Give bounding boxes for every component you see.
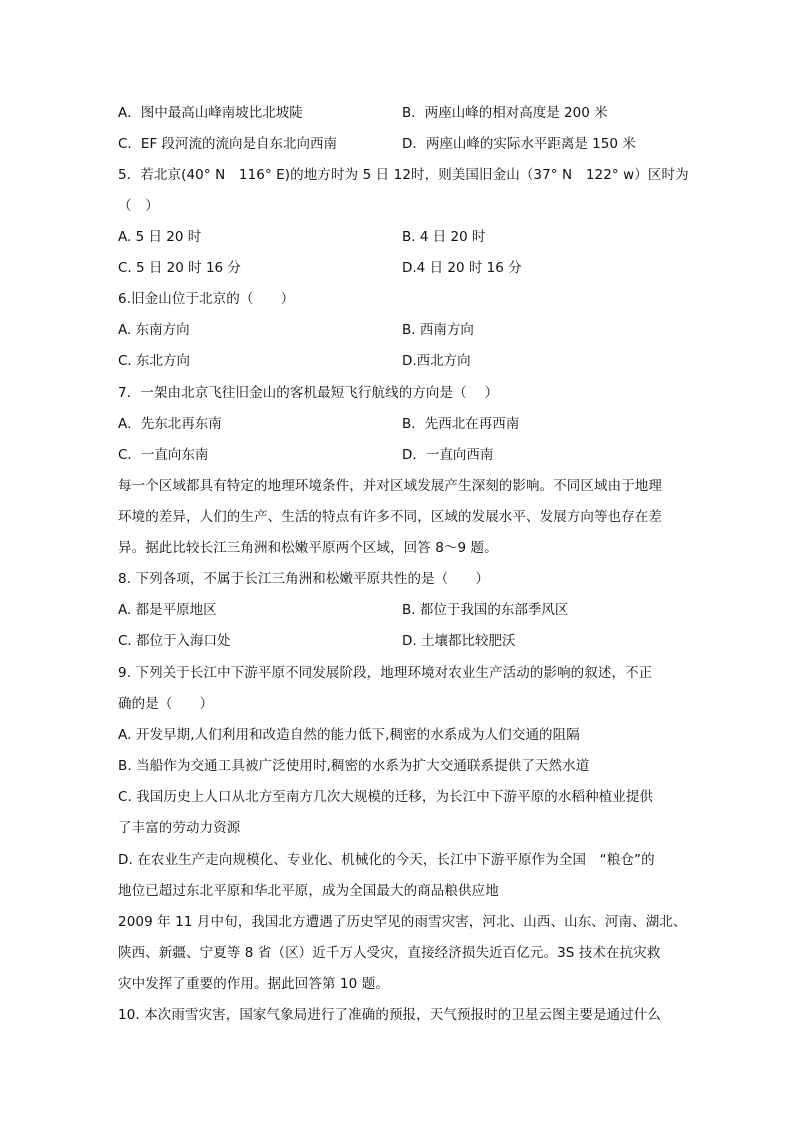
q5-stem-cont: （ ） — [118, 198, 159, 214]
q9-option-b: B. 当船作为交通工具被广泛使用时,稠密的水系为扩大交通联系提供了天然水道 — [118, 758, 590, 774]
q6-option-d: D.西北方向 — [402, 353, 471, 369]
passage1-line2: 环境的差异，人们的生产、生活的特点有许多不同，区域的发展水平、发展方向等也存在差 — [118, 509, 662, 525]
q5-option-a: A. 5 日 20 时 — [118, 229, 202, 245]
q8-option-d: D. 土壤都比较肥沃 — [402, 633, 516, 649]
q10-stem: 10. 本次雨雪灾害，国家气象局进行了准确的预报，天气预报时的卫星云图主要是通过什么 — [118, 1007, 661, 1023]
q9-option-d-cont: 地位已超过东北平原和华北平原，成为全国最大的商品粮供应地 — [118, 883, 499, 899]
passage2-line3: 灾中发挥了重要的作用。据此回答第 10 题。 — [118, 976, 389, 992]
q9-stem: 9. 下列关于长江中下游平原不同发展阶段，地理环境对农业生产活动的影响的叙述，不正 — [118, 665, 653, 681]
q7-option-b: B．先西北在再西南 — [402, 416, 520, 432]
q7-option-a: A．先东北再东南 — [118, 416, 222, 432]
q9-stem-cont: 确的是（ ） — [118, 696, 214, 712]
passage1-line1: 每一个区域都具有特定的地理环境条件，并对区域发展产生深刻的影响。不同区域由于地理 — [118, 478, 662, 494]
q5-stem: 5．若北京(40° N 116° E)的地方时为 5 日 12时，则美国旧金山（37° N 122° w）区时为 — [118, 167, 689, 183]
q5-option-c: C. 5 日 20 时 16 分 — [118, 260, 241, 276]
q6-option-a: A. 东南方向 — [118, 322, 190, 338]
q8-option-b: B. 都位于我国的东部季风区 — [402, 602, 569, 618]
passage2-line1: 2009 年 11 月中旬，我国北方遭遇了历史罕见的雨雪灾害，河北、山西、山东、河南、湖北、 — [118, 914, 687, 930]
q8-option-a: A. 都是平原地区 — [118, 602, 217, 618]
q6-option-c: C. 东北方向 — [118, 353, 191, 369]
q4-option-b: B．两座山峰的相对高度是 200 米 — [402, 105, 608, 121]
q4-option-a: A．图中最高山峰南坡比北坡陡 — [118, 105, 303, 121]
q5-option-b: B. 4 日 20 时 — [402, 229, 486, 245]
q8-stem: 8. 下列各项，不属于长江三角洲和松嫩平原共性的是（ ） — [118, 571, 490, 587]
q9-option-c-cont: 了丰富的劳动力资源 — [118, 820, 241, 836]
q9-option-c: C. 我国历史上人口从北方至南方几次大规模的迁移，为长江中下游平原的水稻种植业提供 — [118, 789, 654, 805]
passage1-line3: 异。据此比较长江三角洲和松嫩平原两个区域，回答 8～9 题。 — [118, 540, 498, 556]
q4-option-c: C．EF 段河流的流向是自东北向西南 — [118, 136, 338, 152]
q9-option-a: A. 开发早期,人们利用和改造自然的能力低下,稠密的水系成为人们交通的阻隔 — [118, 727, 580, 743]
q4-option-d: D．两座山峰的实际水平距离是 150 米 — [402, 136, 636, 152]
passage2-line2: 陕西、新疆、宁夏等 8 省（区）近千万人受灾，直接经济损失近百亿元。3S 技术在抗灾救 — [118, 945, 661, 961]
q7-stem: 7．一架由北京飞往旧金山的客机最短飞行航线的方向是（ ） — [118, 385, 499, 401]
q6-option-b: B. 西南方向 — [402, 322, 474, 338]
q8-option-c: C. 都位于入海口处 — [118, 633, 231, 649]
q5-option-d: D.4 日 20 时 16 分 — [402, 260, 522, 276]
q6-stem: 6.旧金山位于北京的（ ） — [118, 291, 295, 307]
q7-option-d: D．一直向西南 — [402, 447, 494, 463]
q9-option-d: D. 在农业生产走向规模化、专业化、机械化的今天，长江中下游平原作为全国 “粮仓”的 — [118, 852, 655, 868]
q7-option-c: C．一直向东南 — [118, 447, 209, 463]
